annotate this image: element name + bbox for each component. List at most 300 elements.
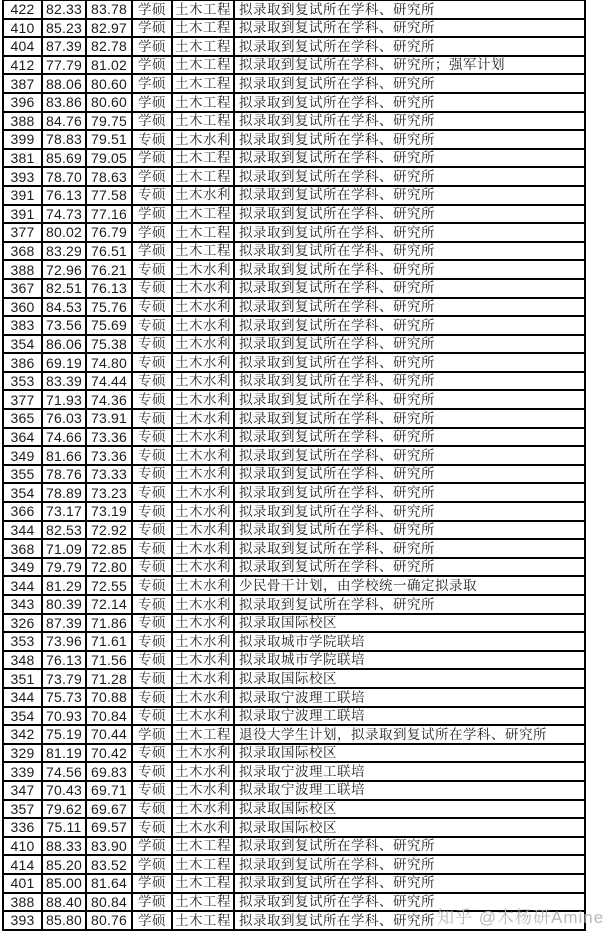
table-row <box>3 223 585 242</box>
weighted-score-cell: 73.33 <box>86 465 132 484</box>
remark-cell: 拟录取国际校区 <box>234 669 585 688</box>
remark-cell: 拟录取国际校区 <box>234 818 585 837</box>
major-cell: 土木工程 <box>172 74 234 93</box>
table-row <box>3 130 585 149</box>
table-row <box>3 855 585 874</box>
retest-score-cell: 71.09 <box>42 539 86 558</box>
major-cell: 土木工程 <box>172 855 234 874</box>
major-cell: 土木工程 <box>172 893 234 912</box>
retest-score-cell: 70.93 <box>42 707 86 726</box>
weighted-score-cell: 77.16 <box>86 205 132 224</box>
weighted-score-cell: 79.05 <box>86 149 132 168</box>
total-score-cell: 368 <box>3 242 42 261</box>
weighted-score-cell: 71.28 <box>86 669 132 688</box>
weighted-score-cell: 77.58 <box>86 186 132 205</box>
retest-score-cell: 88.40 <box>42 893 86 912</box>
retest-score-cell: 82.53 <box>42 521 86 540</box>
remark-cell: 拟录取到复试所在学科、研究所 <box>234 353 585 372</box>
table-row <box>3 112 585 131</box>
retest-score-cell: 85.69 <box>42 149 86 168</box>
retest-score-cell: 75.11 <box>42 818 86 837</box>
degree-type-cell: 学硕 <box>132 56 172 75</box>
table-row <box>3 595 585 614</box>
remark-cell: 拟录取宁波理工联培 <box>234 762 585 781</box>
major-cell: 土木水利 <box>172 707 234 726</box>
total-score-cell: 393 <box>3 167 42 186</box>
table-row <box>3 688 585 707</box>
weighted-score-cell: 80.76 <box>86 911 132 930</box>
remark-cell: 拟录取国际校区 <box>234 744 585 763</box>
weighted-score-cell: 83.78 <box>86 0 132 19</box>
degree-type-cell: 学硕 <box>132 0 172 19</box>
total-score-cell: 388 <box>3 112 42 131</box>
remark-cell: 拟录取到复试所在学科、研究所 <box>234 335 585 354</box>
table-row <box>3 837 585 856</box>
weighted-score-cell: 79.51 <box>86 130 132 149</box>
weighted-score-cell: 78.63 <box>86 167 132 186</box>
degree-type-cell: 学硕 <box>132 223 172 242</box>
total-score-cell: 366 <box>3 502 42 521</box>
total-score-cell: 388 <box>3 893 42 912</box>
degree-type-cell: 专硕 <box>132 614 172 633</box>
major-cell: 土木工程 <box>172 874 234 893</box>
major-cell: 土木水利 <box>172 279 234 298</box>
remark-cell: 拟录取到复试所在学科、研究所 <box>234 390 585 409</box>
weighted-score-cell: 73.36 <box>86 446 132 465</box>
total-score-cell: 354 <box>3 707 42 726</box>
major-cell: 土木水利 <box>172 688 234 707</box>
weighted-score-cell: 69.71 <box>86 781 132 800</box>
retest-score-cell: 81.29 <box>42 576 86 595</box>
table-row <box>3 465 585 484</box>
total-score-cell: 353 <box>3 632 42 651</box>
total-score-cell: 381 <box>3 149 42 168</box>
retest-score-cell: 73.56 <box>42 316 86 335</box>
weighted-score-cell: 76.51 <box>86 242 132 261</box>
degree-type-cell: 专硕 <box>132 632 172 651</box>
degree-type-cell: 专硕 <box>132 669 172 688</box>
total-score-cell: 377 <box>3 390 42 409</box>
major-cell: 土木工程 <box>172 0 234 19</box>
table-row <box>3 446 585 465</box>
total-score-cell: 344 <box>3 688 42 707</box>
degree-type-cell: 专硕 <box>132 688 172 707</box>
total-score-cell: 354 <box>3 483 42 502</box>
degree-type-cell: 学硕 <box>132 893 172 912</box>
total-score-cell: 339 <box>3 762 42 781</box>
weighted-score-cell: 70.84 <box>86 707 132 726</box>
degree-type-cell: 专硕 <box>132 595 172 614</box>
total-score-cell: 343 <box>3 595 42 614</box>
major-cell: 土木水利 <box>172 595 234 614</box>
remark-cell: 拟录取国际校区 <box>234 800 585 819</box>
retest-score-cell: 79.62 <box>42 800 86 819</box>
degree-type-cell: 专硕 <box>132 260 172 279</box>
major-cell: 土木工程 <box>172 19 234 38</box>
major-cell: 土木水利 <box>172 409 234 428</box>
remark-cell: 拟录取到复试所在学科、研究所 <box>234 93 585 112</box>
table-row <box>3 149 585 168</box>
retest-score-cell: 80.39 <box>42 595 86 614</box>
remark-cell: 拟录取到复试所在学科、研究所 <box>234 260 585 279</box>
retest-score-cell: 73.96 <box>42 632 86 651</box>
retest-score-cell: 83.86 <box>42 93 86 112</box>
remark-cell: 拟录取到复试所在学科、研究所；强军计划 <box>234 56 585 75</box>
major-cell: 土木水利 <box>172 781 234 800</box>
weighted-score-cell: 73.91 <box>86 409 132 428</box>
major-cell: 土木水利 <box>172 762 234 781</box>
degree-type-cell: 学硕 <box>132 242 172 261</box>
table-row <box>3 483 585 502</box>
remark-cell: 拟录取到复试所在学科、研究所 <box>234 205 585 224</box>
total-score-cell: 404 <box>3 37 42 56</box>
degree-type-cell: 专硕 <box>132 502 172 521</box>
total-score-cell: 355 <box>3 465 42 484</box>
retest-score-cell: 73.17 <box>42 502 86 521</box>
retest-score-cell: 83.39 <box>42 372 86 391</box>
major-cell: 土木水利 <box>172 632 234 651</box>
major-cell: 土木工程 <box>172 837 234 856</box>
remark-cell: 拟录取到复试所在学科、研究所 <box>234 112 585 131</box>
degree-type-cell: 专硕 <box>132 353 172 372</box>
total-score-cell: 365 <box>3 409 42 428</box>
table-row <box>3 800 585 819</box>
degree-type-cell: 专硕 <box>132 762 172 781</box>
major-cell: 土木工程 <box>172 223 234 242</box>
retest-score-cell: 81.19 <box>42 744 86 763</box>
major-cell: 土木水利 <box>172 483 234 502</box>
table-row <box>3 409 585 428</box>
total-score-cell: 391 <box>3 186 42 205</box>
major-cell: 土木水利 <box>172 521 234 540</box>
retest-score-cell: 84.53 <box>42 298 86 317</box>
table-row <box>3 205 585 224</box>
remark-cell: 拟录取到复试所在学科、研究所 <box>234 167 585 186</box>
remark-cell: 拟录取到复试所在学科、研究所 <box>234 279 585 298</box>
degree-type-cell: 专硕 <box>132 409 172 428</box>
weighted-score-cell: 72.14 <box>86 595 132 614</box>
table-row <box>3 19 585 38</box>
weighted-score-cell: 74.44 <box>86 372 132 391</box>
retest-score-cell: 82.33 <box>42 0 86 19</box>
remark-cell: 拟录取宁波理工联培 <box>234 688 585 707</box>
retest-score-cell: 85.00 <box>42 874 86 893</box>
table-row <box>3 632 585 651</box>
table-row <box>3 911 585 930</box>
weighted-score-cell: 72.85 <box>86 539 132 558</box>
major-cell: 土木工程 <box>172 112 234 131</box>
table-row <box>3 818 585 837</box>
table-row <box>3 372 585 391</box>
table-row <box>3 0 585 19</box>
total-score-cell: 367 <box>3 279 42 298</box>
degree-type-cell: 学硕 <box>132 19 172 38</box>
retest-score-cell: 76.13 <box>42 651 86 670</box>
degree-type-cell: 专硕 <box>132 130 172 149</box>
table-row <box>3 614 585 633</box>
weighted-score-cell: 70.88 <box>86 688 132 707</box>
remark-cell: 拟录取到复试所在学科、研究所 <box>234 37 585 56</box>
total-score-cell: 353 <box>3 372 42 391</box>
major-cell: 土木水利 <box>172 130 234 149</box>
weighted-score-cell: 75.76 <box>86 298 132 317</box>
table-row <box>3 298 585 317</box>
degree-type-cell: 专硕 <box>132 446 172 465</box>
degree-type-cell: 专硕 <box>132 298 172 317</box>
major-cell: 土木工程 <box>172 725 234 744</box>
major-cell: 土木工程 <box>172 149 234 168</box>
degree-type-cell: 专硕 <box>132 539 172 558</box>
total-score-cell: 388 <box>3 260 42 279</box>
major-cell: 土木水利 <box>172 558 234 577</box>
retest-score-cell: 81.66 <box>42 446 86 465</box>
total-score-cell: 347 <box>3 781 42 800</box>
total-score-cell: 364 <box>3 428 42 447</box>
retest-score-cell: 77.79 <box>42 56 86 75</box>
major-cell: 土木水利 <box>172 316 234 335</box>
weighted-score-cell: 74.80 <box>86 353 132 372</box>
retest-score-cell: 78.70 <box>42 167 86 186</box>
major-cell: 土木水利 <box>172 186 234 205</box>
table-row <box>3 242 585 261</box>
table-row <box>3 335 585 354</box>
remark-cell: 拟录取到复试所在学科、研究所 <box>234 428 585 447</box>
table-row <box>3 186 585 205</box>
table-row <box>3 167 585 186</box>
degree-type-cell: 专硕 <box>132 279 172 298</box>
total-score-cell: 396 <box>3 93 42 112</box>
weighted-score-cell: 76.21 <box>86 260 132 279</box>
major-cell: 土木水利 <box>172 744 234 763</box>
table-row <box>3 744 585 763</box>
major-cell: 土木水利 <box>172 335 234 354</box>
retest-score-cell: 72.96 <box>42 260 86 279</box>
weighted-score-cell: 76.13 <box>86 279 132 298</box>
major-cell: 土木工程 <box>172 205 234 224</box>
total-score-cell: 386 <box>3 353 42 372</box>
retest-score-cell: 86.06 <box>42 335 86 354</box>
remark-cell: 拟录取到复试所在学科、研究所 <box>234 0 585 19</box>
remark-cell: 拟录取到复试所在学科、研究所 <box>234 911 585 930</box>
degree-type-cell: 专硕 <box>132 186 172 205</box>
degree-type-cell: 学硕 <box>132 205 172 224</box>
remark-cell: 拟录取到复试所在学科、研究所 <box>234 502 585 521</box>
total-score-cell: 410 <box>3 19 42 38</box>
total-score-cell: 414 <box>3 855 42 874</box>
table-row <box>3 558 585 577</box>
total-score-cell: 349 <box>3 446 42 465</box>
table-row <box>3 781 585 800</box>
remark-cell: 拟录取到复试所在学科、研究所 <box>234 558 585 577</box>
total-score-cell: 383 <box>3 316 42 335</box>
degree-type-cell: 专硕 <box>132 558 172 577</box>
remark-cell: 拟录取到复试所在学科、研究所 <box>234 539 585 558</box>
remark-cell: 拟录取到复试所在学科、研究所 <box>234 855 585 874</box>
admission-score-table <box>2 0 586 931</box>
degree-type-cell: 专硕 <box>132 372 172 391</box>
remark-cell: 拟录取到复试所在学科、研究所 <box>234 316 585 335</box>
remark-cell: 拟录取到复试所在学科、研究所 <box>234 483 585 502</box>
retest-score-cell: 76.13 <box>42 186 86 205</box>
table-row <box>3 669 585 688</box>
major-cell: 土木水利 <box>172 539 234 558</box>
major-cell: 土木水利 <box>172 465 234 484</box>
remark-cell: 拟录取城市学院联培 <box>234 651 585 670</box>
degree-type-cell: 学硕 <box>132 149 172 168</box>
retest-score-cell: 75.19 <box>42 725 86 744</box>
degree-type-cell: 专硕 <box>132 576 172 595</box>
table-row <box>3 260 585 279</box>
table-row <box>3 874 585 893</box>
weighted-score-cell: 75.38 <box>86 335 132 354</box>
major-cell: 土木工程 <box>172 56 234 75</box>
major-cell: 土木水利 <box>172 818 234 837</box>
retest-score-cell: 87.39 <box>42 37 86 56</box>
remark-cell: 拟录取宁波理工联培 <box>234 707 585 726</box>
remark-cell: 拟录取到复试所在学科、研究所 <box>234 149 585 168</box>
weighted-score-cell: 81.64 <box>86 874 132 893</box>
degree-type-cell: 学硕 <box>132 911 172 930</box>
weighted-score-cell: 74.36 <box>86 390 132 409</box>
weighted-score-cell: 72.80 <box>86 558 132 577</box>
total-score-cell: 393 <box>3 911 42 930</box>
degree-type-cell: 专硕 <box>132 781 172 800</box>
total-score-cell: 412 <box>3 56 42 75</box>
total-score-cell: 342 <box>3 725 42 744</box>
total-score-cell: 357 <box>3 800 42 819</box>
weighted-score-cell: 79.75 <box>86 112 132 131</box>
total-score-cell: 360 <box>3 298 42 317</box>
retest-score-cell: 78.76 <box>42 465 86 484</box>
table-row <box>3 539 585 558</box>
major-cell: 土木水利 <box>172 651 234 670</box>
weighted-score-cell: 69.67 <box>86 800 132 819</box>
weighted-score-cell: 80.84 <box>86 893 132 912</box>
weighted-score-cell: 82.78 <box>86 37 132 56</box>
degree-type-cell: 专硕 <box>132 483 172 502</box>
weighted-score-cell: 80.60 <box>86 93 132 112</box>
degree-type-cell: 专硕 <box>132 428 172 447</box>
remark-cell: 拟录取宁波理工联培 <box>234 781 585 800</box>
major-cell: 土木工程 <box>172 242 234 261</box>
remark-cell: 拟录取到复试所在学科、研究所 <box>234 223 585 242</box>
remark-cell: 少民骨干计划，由学校统一确定拟录取 <box>234 576 585 595</box>
remark-cell: 拟录取到复试所在学科、研究所 <box>234 19 585 38</box>
remark-cell: 拟录取国际校区 <box>234 614 585 633</box>
admission-score-table-body <box>3 0 585 930</box>
remark-cell: 拟录取到复试所在学科、研究所 <box>234 837 585 856</box>
remark-cell: 拟录取到复试所在学科、研究所 <box>234 298 585 317</box>
degree-type-cell: 学硕 <box>132 167 172 186</box>
degree-type-cell: 学硕 <box>132 37 172 56</box>
total-score-cell: 329 <box>3 744 42 763</box>
retest-score-cell: 80.02 <box>42 223 86 242</box>
retest-score-cell: 84.76 <box>42 112 86 131</box>
table-row <box>3 316 585 335</box>
weighted-score-cell: 71.56 <box>86 651 132 670</box>
weighted-score-cell: 81.02 <box>86 56 132 75</box>
retest-score-cell: 71.93 <box>42 390 86 409</box>
total-score-cell: 344 <box>3 576 42 595</box>
total-score-cell: 344 <box>3 521 42 540</box>
weighted-score-cell: 72.55 <box>86 576 132 595</box>
table-row <box>3 353 585 372</box>
remark-cell: 拟录取到复试所在学科、研究所 <box>234 521 585 540</box>
weighted-score-cell: 69.57 <box>86 818 132 837</box>
major-cell: 土木水利 <box>172 614 234 633</box>
weighted-score-cell: 76.79 <box>86 223 132 242</box>
major-cell: 土木水利 <box>172 446 234 465</box>
remark-cell: 拟录取到复试所在学科、研究所 <box>234 595 585 614</box>
major-cell: 土木水利 <box>172 502 234 521</box>
major-cell: 土木工程 <box>172 911 234 930</box>
retest-score-cell: 85.80 <box>42 911 86 930</box>
weighted-score-cell: 73.36 <box>86 428 132 447</box>
weighted-score-cell: 75.69 <box>86 316 132 335</box>
table-row <box>3 428 585 447</box>
major-cell: 土木水利 <box>172 576 234 595</box>
table-row <box>3 707 585 726</box>
retest-score-cell: 74.73 <box>42 205 86 224</box>
table-row <box>3 37 585 56</box>
total-score-cell: 336 <box>3 818 42 837</box>
major-cell: 土木水利 <box>172 372 234 391</box>
weighted-score-cell: 83.90 <box>86 837 132 856</box>
retest-score-cell: 78.89 <box>42 483 86 502</box>
degree-type-cell: 专硕 <box>132 316 172 335</box>
degree-type-cell: 学硕 <box>132 112 172 131</box>
total-score-cell: 410 <box>3 837 42 856</box>
table-row <box>3 74 585 93</box>
total-score-cell: 422 <box>3 0 42 19</box>
degree-type-cell: 专硕 <box>132 744 172 763</box>
major-cell: 土木水利 <box>172 298 234 317</box>
total-score-cell: 391 <box>3 205 42 224</box>
degree-type-cell: 学硕 <box>132 93 172 112</box>
degree-type-cell: 专硕 <box>132 800 172 819</box>
retest-score-cell: 69.19 <box>42 353 86 372</box>
retest-score-cell: 70.43 <box>42 781 86 800</box>
retest-score-cell: 88.06 <box>42 74 86 93</box>
weighted-score-cell: 71.86 <box>86 614 132 633</box>
degree-type-cell: 专硕 <box>132 707 172 726</box>
weighted-score-cell: 82.97 <box>86 19 132 38</box>
weighted-score-cell: 83.52 <box>86 855 132 874</box>
retest-score-cell: 82.51 <box>42 279 86 298</box>
retest-score-cell: 85.23 <box>42 19 86 38</box>
total-score-cell: 387 <box>3 74 42 93</box>
retest-score-cell: 79.79 <box>42 558 86 577</box>
table-row <box>3 725 585 744</box>
degree-type-cell: 专硕 <box>132 651 172 670</box>
total-score-cell: 326 <box>3 614 42 633</box>
remark-cell: 拟录取到复试所在学科、研究所 <box>234 242 585 261</box>
table-row <box>3 502 585 521</box>
total-score-cell: 351 <box>3 669 42 688</box>
remark-cell: 拟录取到复试所在学科、研究所 <box>234 446 585 465</box>
remark-cell: 退役大学生计划，拟录取到复试所在学科、研究所 <box>234 725 585 744</box>
degree-type-cell: 专硕 <box>132 335 172 354</box>
major-cell: 土木水利 <box>172 353 234 372</box>
retest-score-cell: 74.66 <box>42 428 86 447</box>
remark-cell: 拟录取到复试所在学科、研究所 <box>234 186 585 205</box>
remark-cell: 拟录取到复试所在学科、研究所 <box>234 372 585 391</box>
weighted-score-cell: 73.19 <box>86 502 132 521</box>
retest-score-cell: 76.03 <box>42 409 86 428</box>
weighted-score-cell: 80.60 <box>86 74 132 93</box>
degree-type-cell: 学硕 <box>132 725 172 744</box>
major-cell: 土木水利 <box>172 669 234 688</box>
